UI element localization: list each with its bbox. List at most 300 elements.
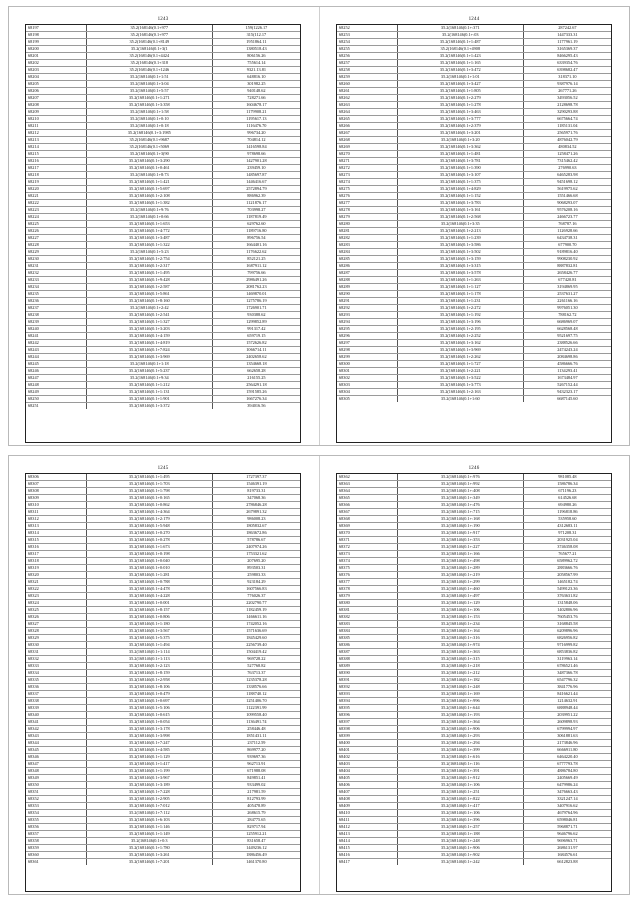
table-row <box>26 53 300 60</box>
row-value: 6589962.72 <box>523 558 611 565</box>
table-row <box>337 67 611 74</box>
table-row <box>26 614 300 621</box>
row-value: 6687145.60 <box>557 396 578 401</box>
table-row <box>337 796 611 803</box>
row-code: 35.2(168146(0.1+2:179 <box>86 516 212 523</box>
row-code: 35.2(168146(0.1+3:290 <box>86 158 212 165</box>
table-row <box>26 319 300 326</box>
table-row <box>337 838 611 845</box>
row-value: 806156.26 <box>212 53 300 60</box>
row-value: 1863672.86 <box>212 530 300 537</box>
row-value: 896756.54 <box>212 235 300 242</box>
row-value: 1687911.12 <box>212 263 300 270</box>
row-value: 849851.41 <box>212 775 300 782</box>
row-id: 68338 <box>26 698 86 705</box>
row-id: 68395 <box>337 705 397 712</box>
table-row <box>337 789 611 796</box>
row-code: 35.2(168146(0.1+:03 <box>397 32 523 39</box>
row-value: 6598046.81 <box>523 817 611 824</box>
row-value: 662658.28 <box>212 368 300 375</box>
row-value: 1066714.11 <box>212 347 300 354</box>
row-id: 68321 <box>26 579 86 586</box>
document-page <box>320 456 628 894</box>
row-value: 2786846.28 <box>212 502 300 509</box>
row-id: 68383 <box>337 621 397 628</box>
row-id: 68209 <box>26 109 86 116</box>
row-id: 68329 <box>26 635 86 642</box>
row-code: 35.2(168146(0.1+7:201 <box>86 859 212 866</box>
row-code: 35.2(168146(0.1+:917 <box>397 530 523 537</box>
row-id: 68215 <box>26 151 86 158</box>
table-row <box>337 368 611 375</box>
row-code: 35.2(168146(0.1+8:73 <box>86 172 212 179</box>
row-id: 68380 <box>337 600 397 607</box>
row-code: 35.2(168146(0.1+:166 <box>397 551 523 558</box>
table-row <box>26 698 300 705</box>
row-code: 35.2(168146(0.1+1:58 <box>86 109 212 116</box>
row-id: 68340 <box>26 712 86 719</box>
row-id: 68201 <box>26 53 86 60</box>
row-value: 2084698.86 <box>523 354 611 361</box>
row-value: 1607566.83 <box>212 586 300 593</box>
row-value: 2466723.77 <box>523 214 611 221</box>
row-value: 394016.56 <box>247 403 266 408</box>
row-value: 267771.26 <box>523 88 611 95</box>
table-row <box>26 88 300 95</box>
row-value: 1726901.71 <box>212 305 300 312</box>
row-value: 2039951.22 <box>523 712 611 719</box>
row-value: 6686969.07 <box>523 319 611 326</box>
row-code: 35.2(168146(0.1+3:159 <box>397 256 523 263</box>
row-code: 35.2(168146(0.1+2:42 <box>86 305 212 312</box>
row-code: 35.2(168146(0.1+2:195 <box>397 326 523 333</box>
row-value: 677420.81 <box>523 277 611 284</box>
row-value: 527768.82 <box>212 663 300 670</box>
row-value: 1235378.28 <box>212 677 300 684</box>
row-value: 981085.48 <box>523 474 611 481</box>
row-id: 68237 <box>26 305 86 312</box>
row-id: 68248 <box>26 382 86 389</box>
row-id: 68308 <box>26 488 86 495</box>
row-value: 3165369.37 <box>523 46 611 53</box>
row-value: 986008.23 <box>212 516 300 523</box>
table-row <box>26 102 300 109</box>
table-row <box>337 284 611 291</box>
row-code: 35.2(168146(0.1+1:805 <box>397 88 523 95</box>
row-code: 35.2(168146(0.1+5:861 <box>86 291 212 298</box>
row-code: 35.2(168146(0.1+:974 <box>397 642 523 649</box>
row-id: 68243 <box>26 347 86 354</box>
row-code: 35.2(168146(0.1+3:783 <box>397 200 523 207</box>
row-id: 68326 <box>26 614 86 621</box>
row-value: 1354668.18 <box>212 361 300 368</box>
row-code: 35.2(168146(0.1+2:221 <box>397 368 523 375</box>
row-id: 68358 <box>26 838 86 845</box>
row-code: 35.2(168146(0.1+8:159 <box>86 670 212 677</box>
row-code: 35.2(168146(0.1+7:112 <box>86 810 212 817</box>
row-id: 68226 <box>26 228 86 235</box>
data-table-frame <box>25 473 301 892</box>
row-value: 2564291.18 <box>212 382 300 389</box>
row-id: 68301 <box>337 368 397 375</box>
table-row <box>337 712 611 719</box>
table-row <box>26 277 300 284</box>
row-value: 2658426.77 <box>523 270 611 277</box>
row-code: 35.2(168146(0.1+3:463 <box>397 109 523 116</box>
row-value: 629762.60 <box>212 221 300 228</box>
row-id: 68240 <box>26 326 86 333</box>
table-row <box>337 46 611 53</box>
table-row <box>26 368 300 375</box>
table-row <box>337 312 611 319</box>
row-code: 35.2(168146(0.1+1:192 <box>397 312 523 319</box>
row-code: 35.2(168146(0.1+1:653 <box>86 221 212 228</box>
row-id: 68377 <box>337 579 397 586</box>
table-row <box>337 677 611 684</box>
row-id: 68245 <box>26 361 86 368</box>
row-value: 1315848.06 <box>523 600 611 607</box>
table-row <box>337 656 611 663</box>
row-value: 788162.72 <box>523 312 611 319</box>
table-row <box>337 242 611 249</box>
row-id: 68304 <box>337 389 397 396</box>
row-code: 35.2(168146(0.1+4:772 <box>86 228 212 235</box>
table-row <box>26 67 300 74</box>
row-id: 68271 <box>337 158 397 165</box>
table-row <box>337 635 611 642</box>
table-row <box>26 530 300 537</box>
row-code: 35.2(168146(0.1+4:228 <box>86 593 212 600</box>
table-row <box>26 740 300 747</box>
row-value: 1886456.49 <box>212 852 300 859</box>
row-code: 35.2(168146(0.1+9:76 <box>86 207 212 214</box>
table-row <box>26 593 300 600</box>
row-value: 6888948.44 <box>523 705 611 712</box>
row-id: 68391 <box>337 677 397 684</box>
row-code: 35.2(168146(0.1+7:247 <box>86 740 212 747</box>
row-value: 1845429.60 <box>212 635 300 642</box>
row-code: 35.2(168146(0.1+4:364 <box>86 509 212 516</box>
table-row <box>26 375 300 382</box>
row-id: 68349 <box>26 775 86 782</box>
row-code: 35.2(168146(0.1+:289 <box>397 565 523 572</box>
table-row <box>26 200 300 207</box>
row-id: 68414 <box>337 838 397 845</box>
row-value: 1449236.12 <box>212 845 300 852</box>
table-row <box>26 838 300 845</box>
row-id: 68229 <box>26 249 86 256</box>
table-row <box>26 39 300 46</box>
table-row <box>337 810 611 817</box>
row-value: 4886784.80 <box>523 768 611 775</box>
row-id: 68233 <box>26 277 86 284</box>
row-value: 1805832.67 <box>212 523 300 530</box>
table-row <box>26 649 300 656</box>
table-row <box>26 74 300 81</box>
table-row <box>337 698 611 705</box>
row-value: 6612823.88 <box>557 859 578 864</box>
row-code: 35.2(168146(0.1+:251 <box>397 789 523 796</box>
row-id: 68250 <box>26 396 86 403</box>
row-value: 1591585.26 <box>212 389 300 396</box>
row-code: 35.2(168146(0.1+:644 <box>397 705 523 712</box>
table-row <box>26 733 300 740</box>
row-id: 68381 <box>337 607 397 614</box>
row-code: 35.2(168146(0.1+318 <box>86 60 212 67</box>
row-value: 852121.25 <box>212 256 300 263</box>
table-row <box>26 207 300 214</box>
row-id: 68379 <box>337 593 397 600</box>
row-value: 1188740.12 <box>212 691 300 698</box>
table-row <box>26 712 300 719</box>
table-row <box>337 831 611 838</box>
table-row <box>26 32 300 39</box>
table-row <box>26 565 300 572</box>
row-id: 68260 <box>337 81 397 88</box>
table-row <box>26 396 300 403</box>
row-code: 35.2(168146(0.1+0:054 <box>86 719 212 726</box>
row-value: 4679764.96 <box>523 810 611 817</box>
data-table <box>26 25 300 409</box>
table-row <box>26 291 300 298</box>
row-code: 35.2(168146(0.1+1:798 <box>86 488 212 495</box>
row-code: 35.2(168146(0.1+3:35 <box>397 221 523 228</box>
row-value: 2986491.26 <box>212 277 300 284</box>
page-number: 1244 <box>468 17 480 22</box>
row-id: 68207 <box>26 95 86 102</box>
row-code: 35.2(168146(0.1+0:66 <box>86 214 212 221</box>
row-id: 68376 <box>337 572 397 579</box>
row-value: 1195617.13 <box>212 116 300 123</box>
row-code: 35.2(168146(0.1+7:012 <box>86 803 212 810</box>
table-row <box>337 200 611 207</box>
row-code: 35.2(168146(0.1+1:673 <box>86 544 212 551</box>
row-code: 35.2(168146(0.1+1:481 <box>397 151 523 158</box>
table-row <box>337 144 611 151</box>
row-value: 1196818.86 <box>523 509 611 516</box>
row-id: 68406 <box>337 782 397 789</box>
row-id: 68394 <box>337 698 397 705</box>
row-id: 68335 <box>26 677 86 684</box>
row-id: 68351 <box>26 789 86 796</box>
row-code: 35.2(168146(0.1+:234 <box>397 621 523 628</box>
row-id: 68317 <box>26 551 86 558</box>
row-id: 68363 <box>337 481 397 488</box>
row-code: 35.2(168146(0.1+3:578 <box>397 270 523 277</box>
row-value: 799756.66 <box>212 270 300 277</box>
table-row <box>26 705 300 712</box>
table-row <box>337 565 611 572</box>
row-value: 6826956.82 <box>523 635 611 642</box>
row-value: 1446416.67 <box>212 179 300 186</box>
row-id: 68324 <box>26 600 86 607</box>
table-row <box>26 333 300 340</box>
row-id: 68375 <box>337 565 397 572</box>
row-id: 68277 <box>337 200 397 207</box>
row-value: 318371.10 <box>523 74 611 81</box>
table-row <box>26 326 300 333</box>
table-row <box>337 270 611 277</box>
row-id: 68330 <box>26 642 86 649</box>
row-value: 3061881.63 <box>523 733 611 740</box>
row-value: 1461370.80 <box>246 859 267 864</box>
table-row <box>26 607 300 614</box>
row-code: 35.2(168146(0.1+0:479 <box>86 691 212 698</box>
table-row <box>337 733 611 740</box>
row-value: 9908230.92 <box>523 256 611 263</box>
row-value: 3493056.52 <box>523 95 611 102</box>
row-id: 68365 <box>337 495 397 502</box>
table-row <box>337 151 611 158</box>
row-id: 68312 <box>26 516 86 523</box>
row-id: 68291 <box>337 298 397 305</box>
row-code: 35.2(168146(0.1+8:106 <box>86 684 212 691</box>
row-value: 3290293.88 <box>523 109 611 116</box>
row-code: 35.2(168146(0.1+5:375 <box>86 635 212 642</box>
row-code: 35.2(168146(0.1+1:382 <box>86 200 212 207</box>
row-value: 812793.99 <box>212 796 300 803</box>
row-code: 35.2(168146(0.1+4424 <box>86 53 212 60</box>
row-id: 68411 <box>337 817 397 824</box>
row-id: 68294 <box>337 319 397 326</box>
table-row <box>337 691 611 698</box>
table-row <box>337 544 611 551</box>
row-value: 258446.48 <box>212 726 300 733</box>
row-value: 1402806.96 <box>523 607 611 614</box>
table-row <box>26 859 300 866</box>
row-id: 68268 <box>337 137 397 144</box>
table-row <box>337 719 611 726</box>
table-row <box>337 663 611 670</box>
row-value: 1099558.40 <box>212 712 300 719</box>
row-id: 68232 <box>26 270 86 277</box>
row-code: 35.2(168146(0.1+2:568 <box>397 214 523 221</box>
row-code: 35.2(168146(0.1+8:160 <box>86 298 212 305</box>
data-table <box>337 474 611 865</box>
row-code: 35.2(168146(0.1+:906 <box>397 845 523 852</box>
row-code: 35.2(168146(0.1+3:196 <box>397 319 523 326</box>
row-value: 1667276.34 <box>212 396 300 403</box>
row-value: 1121876.17 <box>212 200 300 207</box>
row-value: 3194869.95 <box>523 284 611 291</box>
row-id: 68204 <box>26 74 86 81</box>
row-code: 35.2(168146(0.1+1:51 <box>86 74 212 81</box>
row-code: 35.2(168146(0.1+4:585 <box>86 747 212 754</box>
row-value: 704814.12 <box>212 137 300 144</box>
row-code: 35.2(168146(0.1+1:199 <box>86 768 212 775</box>
row-id: 68327 <box>26 621 86 628</box>
table-row <box>337 824 611 831</box>
row-value: 259803.33 <box>212 572 300 579</box>
row-id: 68218 <box>26 172 86 179</box>
row-code: 35.2(168146(0.1+1:271 <box>86 95 212 102</box>
table-row <box>26 382 300 389</box>
row-value: 1179908.21 <box>212 109 300 116</box>
row-id: 68211 <box>26 123 86 130</box>
row-id: 68408 <box>337 796 397 803</box>
row-code: 35.2(168146(0.1+1:114 <box>86 649 212 656</box>
row-code: 35.2(168146(0.1+1:129 <box>86 754 212 761</box>
table-row <box>337 579 611 586</box>
row-value: 2261166.16 <box>523 298 611 305</box>
row-value: 765677.21 <box>523 551 611 558</box>
row-code: 35.2(168146(0.1+5:106 <box>86 705 212 712</box>
row-id: 68314 <box>26 530 86 537</box>
row-id: 68409 <box>337 803 397 810</box>
row-value: 1951864.11 <box>212 39 300 46</box>
table-row <box>337 516 611 523</box>
row-code: 35.2(168146(0.1+1:165 <box>397 60 523 67</box>
row-value: 9976051.30 <box>523 305 611 312</box>
row-value: 1182459.19 <box>212 607 300 614</box>
table-row <box>337 628 611 635</box>
row-code: 35.2(168146(0.1+:996 <box>397 698 523 705</box>
row-code: 35.2(168146(0.1+8149 <box>86 39 212 46</box>
row-code: 35.2(168146(0.1+:188 <box>397 831 523 838</box>
row-id: 68371 <box>337 537 397 544</box>
table-row <box>337 130 611 137</box>
row-code: 35.2(168146(0.1+1:423 <box>397 53 523 60</box>
row-value: 978698.66 <box>212 151 300 158</box>
row-code: 35.2(168146(0.1+:153 <box>397 614 523 621</box>
table-row <box>26 305 300 312</box>
row-code: 35.2(168146(0.1+5:697 <box>86 186 212 193</box>
row-value: 6777793.78 <box>523 761 611 768</box>
row-value: 1586786.34 <box>523 481 611 488</box>
table-row <box>26 691 300 698</box>
table-row <box>26 488 300 495</box>
table-row <box>337 165 611 172</box>
table-row <box>337 263 611 270</box>
table-row <box>337 803 611 810</box>
row-value: 671196.23 <box>523 488 611 495</box>
row-value: 2405669.49 <box>523 775 611 782</box>
table-row <box>26 852 300 859</box>
row-code: 35.2(168146(0.1+:106 <box>397 782 523 789</box>
row-code: 35.2(168146(0.1+5:23 <box>86 249 212 256</box>
table-row <box>337 607 611 614</box>
table-row <box>337 333 611 340</box>
row-id: 68344 <box>26 740 86 747</box>
row-id: 68265 <box>337 116 397 123</box>
table-row <box>337 32 611 39</box>
row-code: 35.2(168146(0.1+1:131 <box>86 389 212 396</box>
row-value: 2173846.96 <box>523 740 611 747</box>
row-id: 68221 <box>26 193 86 200</box>
row-value: 239459.10 <box>212 165 300 172</box>
row-code: 35.2(168146(0.1+:169 <box>397 691 523 698</box>
row-id: 68272 <box>337 165 397 172</box>
row-value: 1551466.68 <box>523 193 611 200</box>
row-code: 35.2(168146(0.1+:168 <box>397 516 523 523</box>
table-row <box>337 123 611 130</box>
row-value: 1122391.99 <box>212 705 300 712</box>
table-row <box>337 649 611 656</box>
row-id: 68251 <box>26 403 86 410</box>
row-id: 68199 <box>26 39 86 46</box>
table-row <box>26 551 300 558</box>
table-row <box>337 88 611 95</box>
row-value: 768787.16 <box>523 221 611 228</box>
row-code: 35.2(168146(0.1+1:901 <box>86 396 212 403</box>
row-value: 7605453.76 <box>523 614 611 621</box>
table-row <box>337 361 611 368</box>
row-id: 68313 <box>26 523 86 530</box>
row-code: 35.2(168146(0.1+:294 <box>397 740 523 747</box>
table-row <box>337 81 611 88</box>
table-row <box>337 298 611 305</box>
row-id: 68372 <box>337 544 397 551</box>
